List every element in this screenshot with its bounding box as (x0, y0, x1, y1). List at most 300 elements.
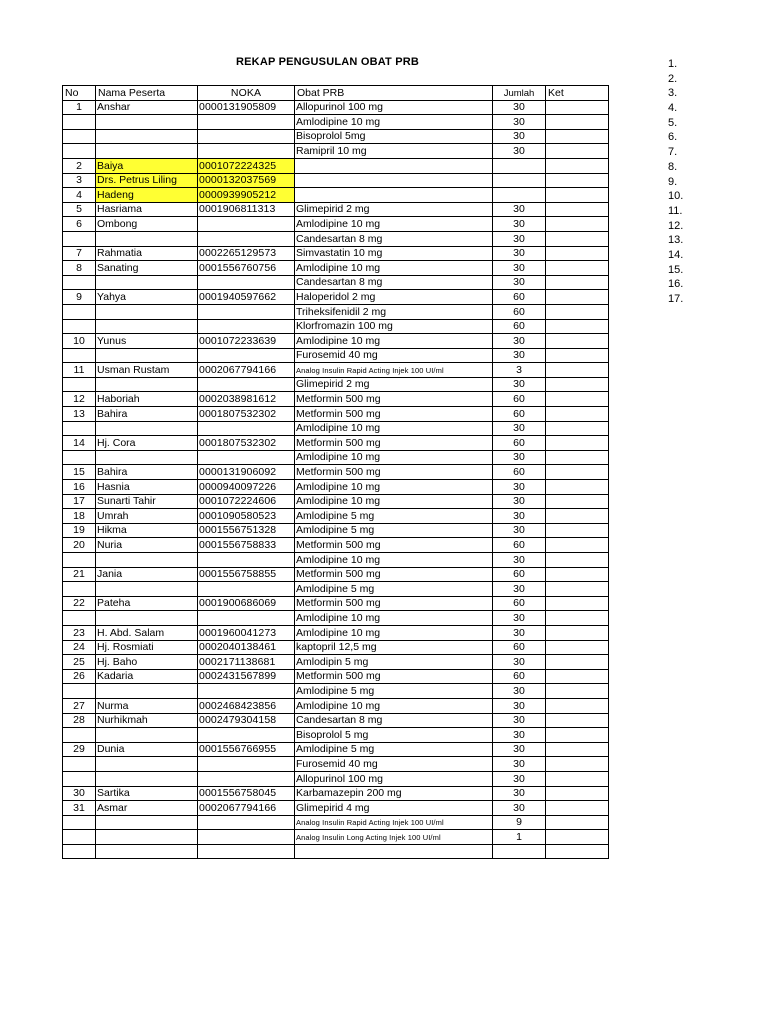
cell-noka (198, 815, 295, 830)
page-title: REKAP PENGUSULAN OBAT PRB (236, 56, 420, 68)
cell-nama-peserta (96, 815, 198, 830)
table-row (63, 202, 609, 217)
cell-noka: 0002265129573 (198, 246, 295, 261)
cell-no: 10 (63, 334, 96, 349)
cell-noka: 0001556751328 (198, 523, 295, 538)
table-row (63, 334, 609, 349)
cell-jumlah: 3 (493, 363, 546, 378)
cell-no: 7 (63, 246, 96, 261)
cell-jumlah: 30 (493, 611, 546, 626)
cell-jumlah: 30 (493, 655, 546, 670)
side-number-item: 10. (668, 190, 684, 203)
cell-nama-peserta: Hj. Rosmiati (96, 640, 198, 655)
cell-obat-prb: Metformin 500 mg (295, 596, 493, 611)
cell-ket (546, 844, 609, 859)
cell-nama-peserta: Ombong (96, 217, 198, 232)
table-row (63, 553, 609, 568)
cell-jumlah: 30 (493, 757, 546, 772)
cell-noka: 0001900686069 (198, 596, 295, 611)
cell-ket (546, 217, 609, 232)
cell-noka (198, 844, 295, 859)
cell-obat-prb: Amlodipine 10 mg (295, 421, 493, 436)
cell-ket (546, 231, 609, 246)
cell-no: 1 (63, 100, 96, 115)
cell-obat-prb: Amlodipine 10 mg (295, 115, 493, 130)
cell-jumlah: 9 (493, 815, 546, 830)
cell-obat-prb: Metformin 500 mg (295, 538, 493, 553)
side-number-item: 11. (668, 204, 683, 217)
cell-noka (198, 304, 295, 319)
cell-noka: 0002171138681 (198, 655, 295, 670)
cell-nama-peserta (96, 830, 198, 845)
table-row (63, 407, 609, 422)
cell-nama-peserta (96, 450, 198, 465)
cell-obat-prb (295, 844, 493, 859)
side-number-item: 7. (668, 146, 678, 159)
cell-no: 21 (63, 567, 96, 582)
cell-jumlah: 30 (493, 348, 546, 363)
cell-noka (198, 582, 295, 597)
cell-ket (546, 319, 609, 334)
cell-no: 9 (63, 290, 96, 305)
cell-nama-peserta (96, 844, 198, 859)
cell-nama-peserta: Usman Rustam (96, 363, 198, 378)
cell-no: 3 (63, 173, 96, 188)
cell-nama-peserta: Nuria (96, 538, 198, 553)
cell-ket (546, 115, 609, 130)
table-row (63, 640, 609, 655)
cell-ket (546, 684, 609, 699)
cell-ket (546, 436, 609, 451)
table-row (63, 129, 609, 144)
table-row (63, 509, 609, 524)
cell-ket (546, 392, 609, 407)
cell-ket (546, 698, 609, 713)
cell-nama-peserta (96, 611, 198, 626)
cell-no (63, 450, 96, 465)
cell-obat-prb: Analog Insulin Rapid Acting Injek 100 UI/ml (295, 363, 493, 378)
cell-nama-peserta: Bahira (96, 407, 198, 422)
cell-no (63, 348, 96, 363)
side-number-item: 9. (668, 175, 678, 188)
cell-jumlah: 60 (493, 290, 546, 305)
cell-noka (198, 611, 295, 626)
side-number-list (668, 57, 683, 307)
cell-noka: 0002067794166 (198, 363, 295, 378)
cell-no (63, 830, 96, 845)
cell-no: 5 (63, 202, 96, 217)
table-row (63, 625, 609, 640)
cell-noka: 0002468423856 (198, 698, 295, 713)
cell-noka: 0001556758045 (198, 786, 295, 801)
cell-no: 15 (63, 465, 96, 480)
header-nama-peserta: Nama Peserta (96, 86, 198, 101)
cell-nama-peserta: H. Abd. Salam (96, 625, 198, 640)
cell-noka: 0002040138461 (198, 640, 295, 655)
cell-ket (546, 407, 609, 422)
cell-no (63, 611, 96, 626)
cell-noka (198, 771, 295, 786)
table-row (63, 304, 609, 319)
cell-nama-peserta: Pateha (96, 596, 198, 611)
cell-jumlah: 60 (493, 596, 546, 611)
cell-obat-prb: Metformin 500 mg (295, 436, 493, 451)
cell-ket (546, 786, 609, 801)
cell-obat-prb: Triheksifenidil 2 mg (295, 304, 493, 319)
side-number-item: 15. (668, 263, 684, 276)
cell-jumlah: 30 (493, 129, 546, 144)
cell-jumlah: 30 (493, 553, 546, 568)
cell-noka (198, 421, 295, 436)
cell-jumlah: 30 (493, 698, 546, 713)
cell-jumlah: 30 (493, 217, 546, 232)
cell-no (63, 115, 96, 130)
cell-jumlah: 30 (493, 786, 546, 801)
header-obat-prb: Obat PRB (295, 86, 493, 101)
cell-no: 19 (63, 523, 96, 538)
side-number-item: 1. (668, 58, 678, 70)
cell-ket (546, 480, 609, 495)
cell-obat-prb: Amlodipine 10 mg (295, 217, 493, 232)
side-number-item: 12. (668, 219, 684, 232)
cell-jumlah: 30 (493, 450, 546, 465)
cell-jumlah: 30 (493, 582, 546, 597)
cell-no: 24 (63, 640, 96, 655)
cell-jumlah: 30 (493, 494, 546, 509)
table-row (63, 786, 609, 801)
cell-noka: 0001807532302 (198, 407, 295, 422)
cell-nama-peserta: Haboriah (96, 392, 198, 407)
table-row (63, 728, 609, 743)
cell-ket (546, 334, 609, 349)
cell-jumlah: 30 (493, 231, 546, 246)
cell-noka: 0001940597662 (198, 290, 295, 305)
cell-ket (546, 465, 609, 480)
cell-nama-peserta (96, 582, 198, 597)
cell-ket (546, 830, 609, 845)
table-row (63, 480, 609, 495)
table-row (63, 830, 609, 845)
table-row (63, 801, 609, 816)
table-row (63, 538, 609, 553)
header-jumlah: Jumlah (493, 86, 546, 101)
cell-no (63, 144, 96, 159)
cell-jumlah: 30 (493, 115, 546, 130)
cell-ket (546, 801, 609, 816)
cell-obat-prb: Amlodipine 5 mg (295, 742, 493, 757)
cell-ket (546, 742, 609, 757)
cell-no (63, 757, 96, 772)
cell-jumlah: 30 (493, 480, 546, 495)
table-row (63, 655, 609, 670)
table-row (63, 421, 609, 436)
cell-jumlah (493, 173, 546, 188)
table-row (63, 757, 609, 772)
cell-obat-prb: Glimepirid 2 mg (295, 377, 493, 392)
cell-no: 22 (63, 596, 96, 611)
cell-noka (198, 115, 295, 130)
cell-noka: 0000131905809 (198, 100, 295, 115)
cell-nama-peserta: Rahmatia (96, 246, 198, 261)
cell-noka: 0000940097226 (198, 480, 295, 495)
cell-nama-peserta (96, 421, 198, 436)
cell-noka (198, 553, 295, 568)
table-row (63, 450, 609, 465)
cell-obat-prb: Metformin 500 mg (295, 567, 493, 582)
cell-no: 20 (63, 538, 96, 553)
cell-ket (546, 129, 609, 144)
cell-no: 11 (63, 363, 96, 378)
cell-jumlah: 30 (493, 801, 546, 816)
cell-jumlah: 60 (493, 538, 546, 553)
cell-nama-peserta: Kadaria (96, 669, 198, 684)
cell-jumlah: 60 (493, 669, 546, 684)
header-noka: NOKA (198, 86, 295, 101)
cell-jumlah: 60 (493, 319, 546, 334)
cell-obat-prb: Amlodipin 5 mg (295, 655, 493, 670)
table-row (63, 188, 609, 203)
table-row (63, 611, 609, 626)
cell-noka: 0002431567899 (198, 669, 295, 684)
cell-obat-prb: Candesartan 8 mg (295, 275, 493, 290)
cell-no (63, 231, 96, 246)
cell-noka: 0002067794166 (198, 801, 295, 816)
cell-jumlah: 60 (493, 640, 546, 655)
cell-obat-prb (295, 158, 493, 173)
cell-noka (198, 231, 295, 246)
cell-obat-prb: Amlodipine 10 mg (295, 261, 493, 276)
cell-jumlah: 30 (493, 742, 546, 757)
cell-obat-prb: Amlodipine 10 mg (295, 480, 493, 495)
table-row (63, 494, 609, 509)
cell-noka: 0000939905212 (198, 188, 295, 203)
cell-obat-prb: Amlodipine 10 mg (295, 334, 493, 349)
cell-obat-prb: Amlodipine 10 mg (295, 553, 493, 568)
header-ket: Ket (546, 86, 609, 101)
table-row (63, 684, 609, 699)
cell-noka: 0001960041273 (198, 625, 295, 640)
cell-obat-prb: Amlodipine 10 mg (295, 625, 493, 640)
cell-ket (546, 421, 609, 436)
cell-noka: 0001556766955 (198, 742, 295, 757)
cell-no: 28 (63, 713, 96, 728)
cell-jumlah: 60 (493, 304, 546, 319)
cell-jumlah: 30 (493, 100, 546, 115)
cell-obat-prb: Bisoprolol 5 mg (295, 728, 493, 743)
cell-obat-prb: Amlodipine 10 mg (295, 698, 493, 713)
cell-obat-prb (295, 188, 493, 203)
cell-nama-peserta (96, 553, 198, 568)
cell-noka (198, 348, 295, 363)
cell-ket (546, 158, 609, 173)
cell-ket (546, 202, 609, 217)
cell-ket (546, 582, 609, 597)
cell-nama-peserta: Sanating (96, 261, 198, 276)
cell-obat-prb: Glimepirid 2 mg (295, 202, 493, 217)
cell-ket (546, 188, 609, 203)
cell-noka (198, 684, 295, 699)
cell-obat-prb: Karbamazepin 200 mg (295, 786, 493, 801)
cell-jumlah (493, 188, 546, 203)
cell-nama-peserta (96, 129, 198, 144)
cell-nama-peserta: Umrah (96, 509, 198, 524)
table-header-row (63, 86, 609, 101)
cell-jumlah: 30 (493, 144, 546, 159)
cell-jumlah: 30 (493, 377, 546, 392)
cell-no (63, 421, 96, 436)
side-number-item: 14. (668, 248, 684, 261)
obat-prb-table (62, 85, 609, 859)
table-row (63, 173, 609, 188)
table-row (63, 523, 609, 538)
table-row (63, 275, 609, 290)
cell-ket (546, 377, 609, 392)
cell-ket (546, 713, 609, 728)
cell-nama-peserta (96, 728, 198, 743)
cell-no (63, 728, 96, 743)
table-row (63, 348, 609, 363)
cell-no (63, 377, 96, 392)
cell-nama-peserta: Yahya (96, 290, 198, 305)
cell-ket (546, 290, 609, 305)
cell-nama-peserta (96, 231, 198, 246)
table-row (63, 246, 609, 261)
cell-jumlah: 30 (493, 421, 546, 436)
cell-nama-peserta: Nurma (96, 698, 198, 713)
cell-obat-prb: Candesartan 8 mg (295, 231, 493, 246)
cell-ket (546, 669, 609, 684)
cell-ket (546, 144, 609, 159)
table-row (63, 217, 609, 232)
cell-no: 30 (63, 786, 96, 801)
cell-no: 25 (63, 655, 96, 670)
cell-noka: 0002038981612 (198, 392, 295, 407)
cell-noka: 0001072233639 (198, 334, 295, 349)
cell-obat-prb: Bisoprolol 5mg (295, 129, 493, 144)
cell-no (63, 129, 96, 144)
cell-jumlah: 60 (493, 392, 546, 407)
cell-obat-prb: Metformin 500 mg (295, 669, 493, 684)
cell-nama-peserta: Baiya (96, 158, 198, 173)
cell-ket (546, 246, 609, 261)
cell-obat-prb: Analog Insulin Long Acting Injek 100 UI/ml (295, 830, 493, 845)
cell-nama-peserta: Hikma (96, 523, 198, 538)
cell-jumlah: 1 (493, 830, 546, 845)
cell-nama-peserta (96, 771, 198, 786)
cell-no: 4 (63, 188, 96, 203)
cell-obat-prb: Allopurinol 100 mg (295, 771, 493, 786)
cell-ket (546, 757, 609, 772)
cell-ket (546, 363, 609, 378)
cell-jumlah: 30 (493, 202, 546, 217)
side-number-item: 5. (668, 116, 678, 129)
cell-nama-peserta (96, 275, 198, 290)
cell-ket (546, 173, 609, 188)
cell-noka: 0001807532302 (198, 436, 295, 451)
cell-obat-prb: Furosemid 40 mg (295, 757, 493, 772)
cell-noka: 0001906811313 (198, 202, 295, 217)
cell-jumlah: 30 (493, 771, 546, 786)
cell-no (63, 319, 96, 334)
table-row (63, 844, 609, 859)
cell-jumlah: 60 (493, 436, 546, 451)
cell-noka (198, 728, 295, 743)
table-row (63, 771, 609, 786)
cell-obat-prb: Metformin 500 mg (295, 392, 493, 407)
cell-no: 26 (63, 669, 96, 684)
cell-noka (198, 319, 295, 334)
header-no: No (63, 86, 96, 101)
cell-nama-peserta (96, 304, 198, 319)
cell-noka: 0000132037569 (198, 173, 295, 188)
cell-noka: 0001072224606 (198, 494, 295, 509)
table-row (63, 115, 609, 130)
cell-ket (546, 509, 609, 524)
cell-nama-peserta (96, 144, 198, 159)
table-row (63, 596, 609, 611)
cell-no: 29 (63, 742, 96, 757)
cell-nama-peserta: Jania (96, 567, 198, 582)
cell-obat-prb: Metformin 500 mg (295, 407, 493, 422)
cell-nama-peserta: Hasriama (96, 202, 198, 217)
cell-no (63, 582, 96, 597)
cell-ket (546, 771, 609, 786)
side-number-item: 3. (668, 87, 678, 100)
cell-jumlah: 30 (493, 509, 546, 524)
cell-jumlah: 30 (493, 713, 546, 728)
cell-nama-peserta: Sartika (96, 786, 198, 801)
cell-jumlah (493, 158, 546, 173)
table-row (63, 465, 609, 480)
table-row (63, 290, 609, 305)
cell-nama-peserta: Yunus (96, 334, 198, 349)
cell-no (63, 275, 96, 290)
side-number-item: 6. (668, 131, 678, 144)
cell-nama-peserta: Bahira (96, 465, 198, 480)
table-row (63, 231, 609, 246)
cell-no: 14 (63, 436, 96, 451)
cell-ket (546, 348, 609, 363)
side-number-item: 8. (668, 160, 678, 173)
cell-jumlah (493, 844, 546, 859)
cell-obat-prb: Amlodipine 5 mg (295, 582, 493, 597)
cell-nama-peserta: Sunarti Tahir (96, 494, 198, 509)
cell-ket (546, 596, 609, 611)
cell-no: 16 (63, 480, 96, 495)
cell-nama-peserta (96, 115, 198, 130)
cell-no: 12 (63, 392, 96, 407)
cell-nama-peserta (96, 319, 198, 334)
cell-noka: 0001072224325 (198, 158, 295, 173)
cell-jumlah: 60 (493, 407, 546, 422)
cell-no (63, 304, 96, 319)
table-row (63, 742, 609, 757)
cell-no: 18 (63, 509, 96, 524)
cell-jumlah: 30 (493, 261, 546, 276)
cell-ket (546, 553, 609, 568)
cell-ket (546, 450, 609, 465)
side-number-item: 16. (668, 278, 684, 291)
cell-noka (198, 275, 295, 290)
cell-obat-prb: Klorfromazin 100 mg (295, 319, 493, 334)
cell-noka (198, 217, 295, 232)
side-number-item: 4. (668, 102, 678, 115)
cell-ket (546, 100, 609, 115)
cell-nama-peserta (96, 684, 198, 699)
cell-jumlah: 60 (493, 567, 546, 582)
cell-ket (546, 611, 609, 626)
cell-no (63, 684, 96, 699)
